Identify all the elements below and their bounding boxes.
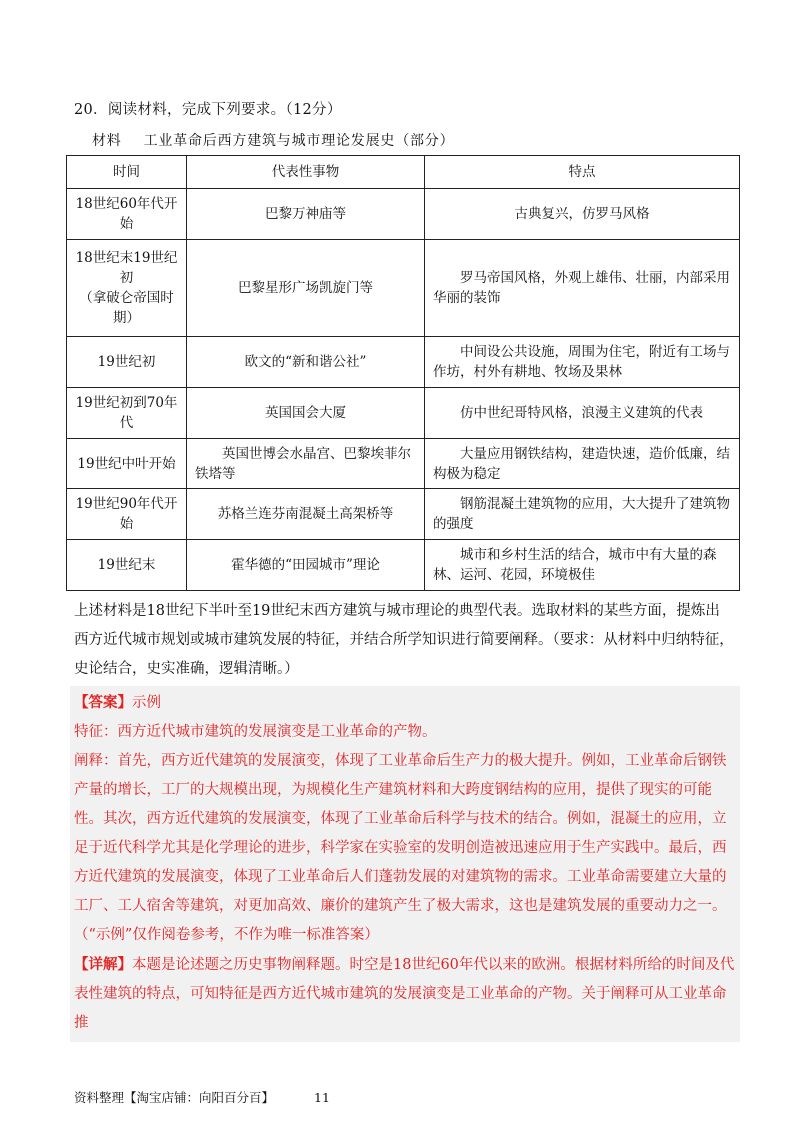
row-time-main: 18世纪末19世纪初 [75, 250, 178, 286]
row-feature: 大量应用钢铁结构，建造快速，造价低廉，结构极为稳定 [425, 439, 740, 489]
question-body: 上述材料是18世纪下半叶至19世纪末西方建筑与城市理论的典型代表。选取材料的某些方面，提炼出西方近代城市规划或城市建筑发展的特征，并结合所学知识进行简要阐释。（要求：从材料中归纳特征，史论结合，史实准确，逻辑清晰。） [74, 603, 734, 677]
header-item: 代表性事物 [187, 156, 425, 189]
answer-explanation: 阐释：首先，西方近代建筑的发展演变，体现了工业革命后生产力的极大提升。例如，工业革命后钢铁产量的增长，工厂的大规模出现，为规模化生产建筑材料和大跨度钢结构的应用，提供了现实的可能性。其次，西方近代建筑的发展演变，体现了工业革命后科学与技术的结合。例如，混凝土的应用，立足于近代科学尤其是化学理论的进步，科学家在实验室的发明创造被迅速应用于生产实践中。最后，西方近代建筑的发展演变，体现了工业革命后人们蓬勃发展的对建筑物的需求。工业革命需要建立大量的工厂、工人宿舍等建筑，对更加高效、廉价的建筑产生了极大需求，这也是建筑发展的重要动力之一。 [74, 753, 727, 914]
row-feature: 古典复兴，仿罗马风格 [425, 189, 740, 240]
header-time: 时间 [67, 156, 187, 189]
row-feature: 城市和乡村生活的结合，城市中有大量的森林、运河、花园，环境极佳 [425, 540, 740, 591]
material-heading [92, 130, 476, 150]
footer-source: 资料整理【淘宝店铺：向阳百分百】 [74, 1090, 275, 1105]
table-row [67, 337, 740, 388]
question-title: 20．阅读材料，完成下列要求。（12分） [74, 102, 342, 118]
history-table [66, 155, 740, 591]
page-footer [74, 1088, 330, 1106]
material-label: 材料 [92, 133, 122, 149]
row-item: 巴黎星形广场凯旋门等 [187, 240, 425, 337]
answer-feature: 特征：西方近代城市建筑的发展演变是工业革命的产物。 [74, 724, 437, 740]
table-row [67, 240, 740, 337]
answer-note: （“示例”仅作阅卷参考，不作为唯一标准答案） [74, 927, 379, 943]
answer-tag: 【答案】 [74, 694, 132, 711]
row-time: 19世纪90年代开始 [67, 489, 187, 540]
row-feature: 仿中世纪哥特风格，浪漫主义建筑的代表 [425, 388, 740, 439]
row-feature: 钢筋混凝土建筑物的应用，大大提升了建筑物的强度 [425, 489, 740, 540]
row-item: 苏格兰连芬南混凝土高架桥等 [187, 489, 425, 540]
detail-tag: 【详解】 [74, 956, 132, 973]
row-time: 19世纪末 [67, 540, 187, 591]
row-item: 英国世博会水晶宫、巴黎埃菲尔铁塔等 [187, 439, 425, 489]
row-time: 18世纪60年代开始 [67, 189, 187, 240]
table-header-row [67, 156, 740, 189]
answer-tag-suffix: 示例 [132, 695, 161, 711]
table-row [67, 439, 740, 489]
row-time: 19世纪中叶开始 [67, 439, 187, 489]
table-row [67, 388, 740, 439]
answer-section [70, 686, 740, 1042]
table-row [67, 189, 740, 240]
header-feature: 特点 [425, 156, 740, 189]
table-row [67, 489, 740, 540]
material-title: 工业革命后西方建筑与城市理论发展史（部分） [143, 133, 455, 149]
row-feature: 罗马帝国风格，外观上雄伟、壮丽，内部采用华丽的装饰 [425, 240, 740, 337]
answer-header [74, 688, 738, 718]
detail-text: 本题是论述题之历史事物阐释题。时空是18世纪60年代以来的欧洲。根据材料所给的时间及代表性建筑的特点，可知特征是西方近代城市建筑的发展演变是工业革命的产物。关于阐释可从工业革命推 [74, 957, 735, 1031]
row-feature: 中间设公共设施，周围为住宅，附近有工场与作坊，村外有耕地、牧场及果林 [425, 337, 740, 388]
row-item: 巴黎万神庙等 [187, 189, 425, 240]
row-time-note: （拿破仑帝国时期） [79, 290, 174, 326]
answer-detail [74, 950, 738, 1038]
page-number: 11 [314, 1090, 330, 1105]
row-time: 19世纪初到70年代 [67, 388, 187, 439]
table-row [67, 540, 740, 591]
row-item: 欧文的“新和谐公社” [187, 337, 425, 388]
row-item: 霍华德的“田园城市”理论 [187, 540, 425, 591]
row-time: 19世纪初 [67, 337, 187, 388]
row-time [67, 240, 187, 337]
row-item: 英国国会大厦 [187, 388, 425, 439]
